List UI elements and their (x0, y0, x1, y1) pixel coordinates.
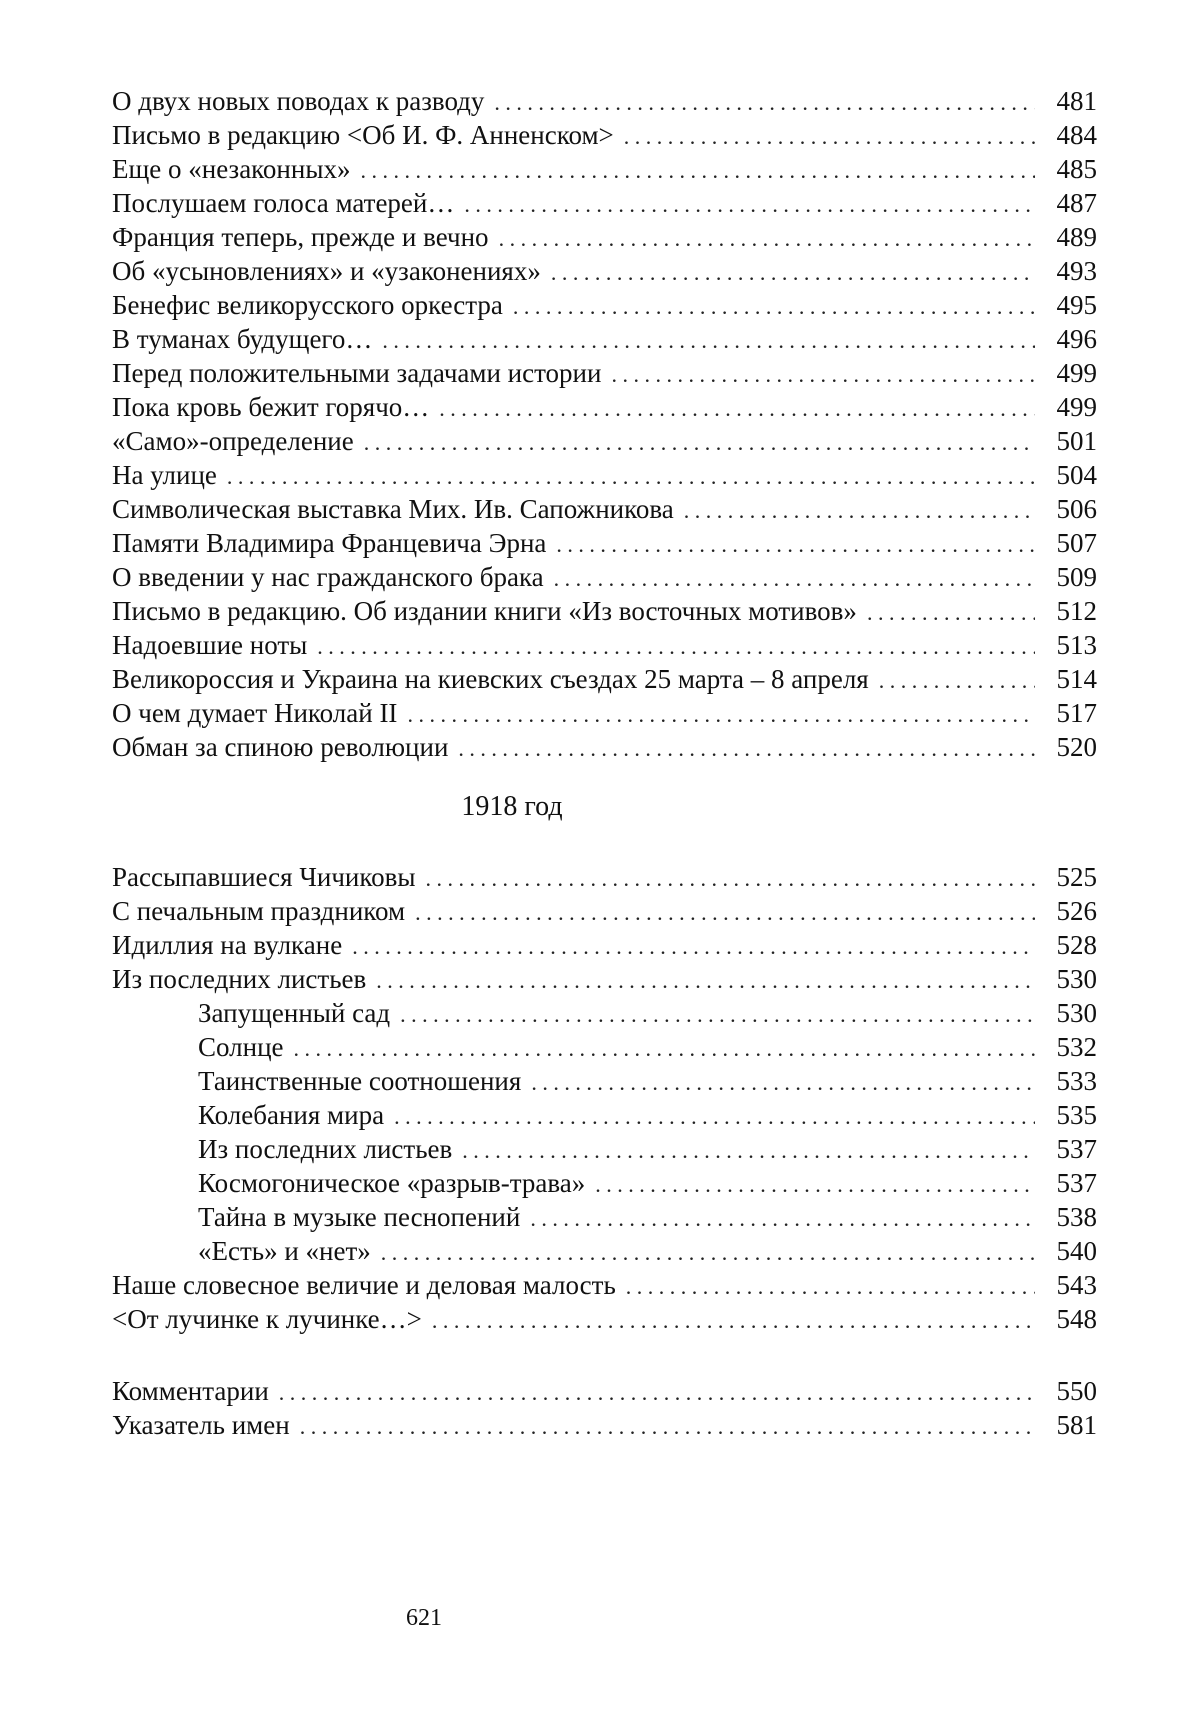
dot-leader (879, 664, 1035, 698)
toc-subentry (112, 1234, 1097, 1268)
toc-entry-page: 484 (1056, 120, 1097, 150)
toc-entry-title: Послушаем голоса матерей… (112, 188, 455, 218)
toc-entry-page: 528 (1056, 930, 1097, 960)
toc-entry-title: С печальным праздником (112, 896, 406, 926)
toc-entry-title: Памяти Владимира Францевича Эрна (112, 528, 547, 558)
toc-entry (112, 254, 1097, 288)
toc-entry-page: 535 (1056, 1100, 1097, 1130)
toc-entry-title: Великороссия и Украина на киевских съездах 25 марта – 8 апреля (112, 664, 869, 694)
page-number: 621 (406, 1605, 442, 1631)
dot-leader (415, 896, 1035, 930)
toc-entry-page: 485 (1056, 154, 1097, 184)
toc-entry-title: О чем думает Николай II (112, 698, 398, 728)
toc-entry-title: Надоевшие ноты (112, 630, 308, 660)
toc-entry (112, 860, 1097, 894)
toc-entry (112, 1302, 1097, 1336)
dot-leader (462, 1134, 1035, 1168)
toc-entry-title: О двух новых поводах к разводу (112, 86, 485, 116)
section-heading: 1918 год (461, 791, 563, 822)
dot-leader (279, 1376, 1035, 1410)
toc-entry-page: 514 (1056, 664, 1097, 694)
toc-entry (112, 424, 1097, 458)
dot-leader (426, 862, 1036, 896)
toc-entry (112, 84, 1097, 118)
toc-entry-title: Комментарии (112, 1376, 269, 1406)
toc-entry-title: Идиллия на вулкане (112, 930, 343, 960)
toc-entry-title: Солнце (198, 1032, 284, 1062)
toc-entry-title: Об «усыновлениях» и «узаконениях» (112, 256, 541, 286)
dot-leader (499, 222, 1035, 256)
dot-leader (530, 1202, 1035, 1236)
toc-entry-title: Обман за спиною революции (112, 732, 449, 762)
toc-entry (112, 390, 1097, 424)
dot-leader (432, 1304, 1035, 1338)
toc-entry-title: «Само»-определение (112, 426, 354, 456)
toc-entry-page: 506 (1056, 494, 1097, 524)
toc-entry-page: 525 (1056, 862, 1097, 892)
toc-entry-page: 493 (1056, 256, 1097, 286)
toc-entry (112, 628, 1097, 662)
toc-entry-title: Еще о «незаконных» (112, 154, 351, 184)
toc-entry (112, 928, 1097, 962)
toc-entry-page: 533 (1056, 1066, 1097, 1096)
toc-entry-page: 504 (1056, 460, 1097, 490)
toc-entry-page: 509 (1056, 562, 1097, 592)
toc-entry-page: 507 (1056, 528, 1097, 558)
toc-entry (112, 696, 1097, 730)
toc-entry-title: Колебания мира (198, 1100, 385, 1130)
toc-entry (112, 594, 1097, 628)
toc-entry-page: 496 (1056, 324, 1097, 354)
toc-entry-title: Перед положительными задачами истории (112, 358, 602, 388)
toc-list-appendix (112, 1374, 1097, 1442)
toc-entry-title: Из последних листьев (198, 1134, 453, 1164)
toc-entry (112, 186, 1097, 220)
toc-entry-title: Наше словесное величие и деловая малость (112, 1270, 616, 1300)
dot-leader (364, 426, 1035, 460)
dot-leader (458, 732, 1035, 766)
toc-subentry (112, 996, 1097, 1030)
dot-leader (382, 324, 1035, 358)
toc-entry-title: Запущенный сад (198, 998, 391, 1028)
dot-leader (352, 930, 1035, 964)
toc-entry-title: Бенефис великорусского оркестра (112, 290, 503, 320)
toc-entry (112, 1374, 1097, 1408)
toc-entry-page: 540 (1056, 1236, 1097, 1266)
toc-entry-page: 530 (1056, 998, 1097, 1028)
toc-entry (112, 322, 1097, 356)
toc-list-1918 (112, 860, 1097, 1336)
toc-subentry (112, 1064, 1097, 1098)
toc-entry-page: 537 (1056, 1134, 1097, 1164)
toc-subentry (112, 1132, 1097, 1166)
toc-entry-page: 550 (1056, 1376, 1097, 1406)
dot-leader (227, 460, 1035, 494)
toc-entry-page: 581 (1056, 1410, 1097, 1440)
toc-entry-title: Письмо в редакцию <Об И. Ф. Анненском> (112, 120, 614, 150)
dot-leader (611, 358, 1035, 392)
toc-entry (112, 1408, 1097, 1442)
toc-entry-title: Пока кровь бежит горячо… (112, 392, 430, 422)
dot-leader (494, 86, 1035, 120)
dot-leader (400, 998, 1035, 1032)
toc-entry-page: 513 (1056, 630, 1097, 660)
toc-entry (112, 492, 1097, 526)
dot-leader (513, 290, 1035, 324)
toc-entry-title: Символическая выставка Мих. Ив. Сапожникова (112, 494, 674, 524)
toc-entry-page: 499 (1056, 392, 1097, 422)
toc-entry-title: О введении у нас гражданского брака (112, 562, 544, 592)
toc-entry-page: 499 (1056, 358, 1097, 388)
toc-entry-page: 537 (1056, 1168, 1097, 1198)
dot-leader (624, 120, 1035, 154)
dot-leader (376, 964, 1035, 998)
toc-entry (112, 220, 1097, 254)
toc-entry (112, 662, 1097, 696)
dot-leader (554, 562, 1035, 596)
toc-entry-title: Таинственные соотношения (198, 1066, 522, 1096)
toc-entry (112, 152, 1097, 186)
dot-leader (300, 1410, 1035, 1444)
dot-leader (684, 494, 1035, 528)
toc-entry-page: 495 (1056, 290, 1097, 320)
toc-entry-title: Из последних листьев (112, 964, 367, 994)
toc-entry-title: Космогоническое «разрыв-трава» (198, 1168, 586, 1198)
dot-leader (394, 1100, 1035, 1134)
toc-entry (112, 962, 1097, 996)
toc-entry (112, 560, 1097, 594)
toc-entry-title: Рассыпавшиеся Чичиковы (112, 862, 416, 892)
toc-entry (112, 526, 1097, 560)
toc-entry-title: На улице (112, 460, 217, 490)
toc-entry-page: 512 (1056, 596, 1097, 626)
toc-subentry (112, 1030, 1097, 1064)
dot-leader (464, 188, 1035, 222)
toc-list-1917 (112, 84, 1097, 764)
toc-entry-page: 548 (1056, 1304, 1097, 1334)
dot-leader (595, 1168, 1035, 1202)
toc-entry-page: 532 (1056, 1032, 1097, 1062)
dot-leader (626, 1270, 1035, 1304)
dot-leader (360, 154, 1035, 188)
toc-entry-page: 543 (1056, 1270, 1097, 1300)
toc-subentry (112, 1098, 1097, 1132)
dot-leader (867, 596, 1035, 630)
toc-entry-page: 487 (1056, 188, 1097, 218)
toc-entry (112, 288, 1097, 322)
toc-entry (112, 118, 1097, 152)
toc-entry-page: 501 (1056, 426, 1097, 456)
toc-entry-title: Тайна в музыке песнопений (198, 1202, 521, 1232)
toc-entry-page: 538 (1056, 1202, 1097, 1232)
toc-entry-page: 481 (1056, 86, 1097, 116)
toc-entry-title: Письмо в редакцию. Об издании книги «Из восточных мотивов» (112, 596, 857, 626)
toc-entry-title: <От лучинке к лучинке…> (112, 1304, 422, 1334)
dot-leader (531, 1066, 1035, 1100)
dot-leader (551, 256, 1035, 290)
dot-leader (317, 630, 1035, 664)
toc-entry-title: Франция теперь, прежде и вечно (112, 222, 489, 252)
dot-leader (556, 528, 1035, 562)
toc-entry-title: В туманах будущего… (112, 324, 373, 354)
dot-leader (381, 1236, 1035, 1270)
toc-entry-page: 489 (1056, 222, 1097, 252)
toc-subentry (112, 1166, 1097, 1200)
toc-entry-page: 520 (1056, 732, 1097, 762)
toc-entry-title: «Есть» и «нет» (198, 1236, 371, 1266)
toc-entry (112, 458, 1097, 492)
toc-subentry (112, 1200, 1097, 1234)
toc-entry (112, 356, 1097, 390)
toc-entry (112, 730, 1097, 764)
dot-leader (439, 392, 1035, 426)
toc-entry-page: 517 (1056, 698, 1097, 728)
toc-entry-page: 526 (1056, 896, 1097, 926)
toc-entry-title: Указатель имен (112, 1410, 290, 1440)
toc-entry (112, 1268, 1097, 1302)
dot-leader (294, 1032, 1035, 1066)
toc-entry (112, 894, 1097, 928)
dot-leader (407, 698, 1035, 732)
toc-entry-page: 530 (1056, 964, 1097, 994)
